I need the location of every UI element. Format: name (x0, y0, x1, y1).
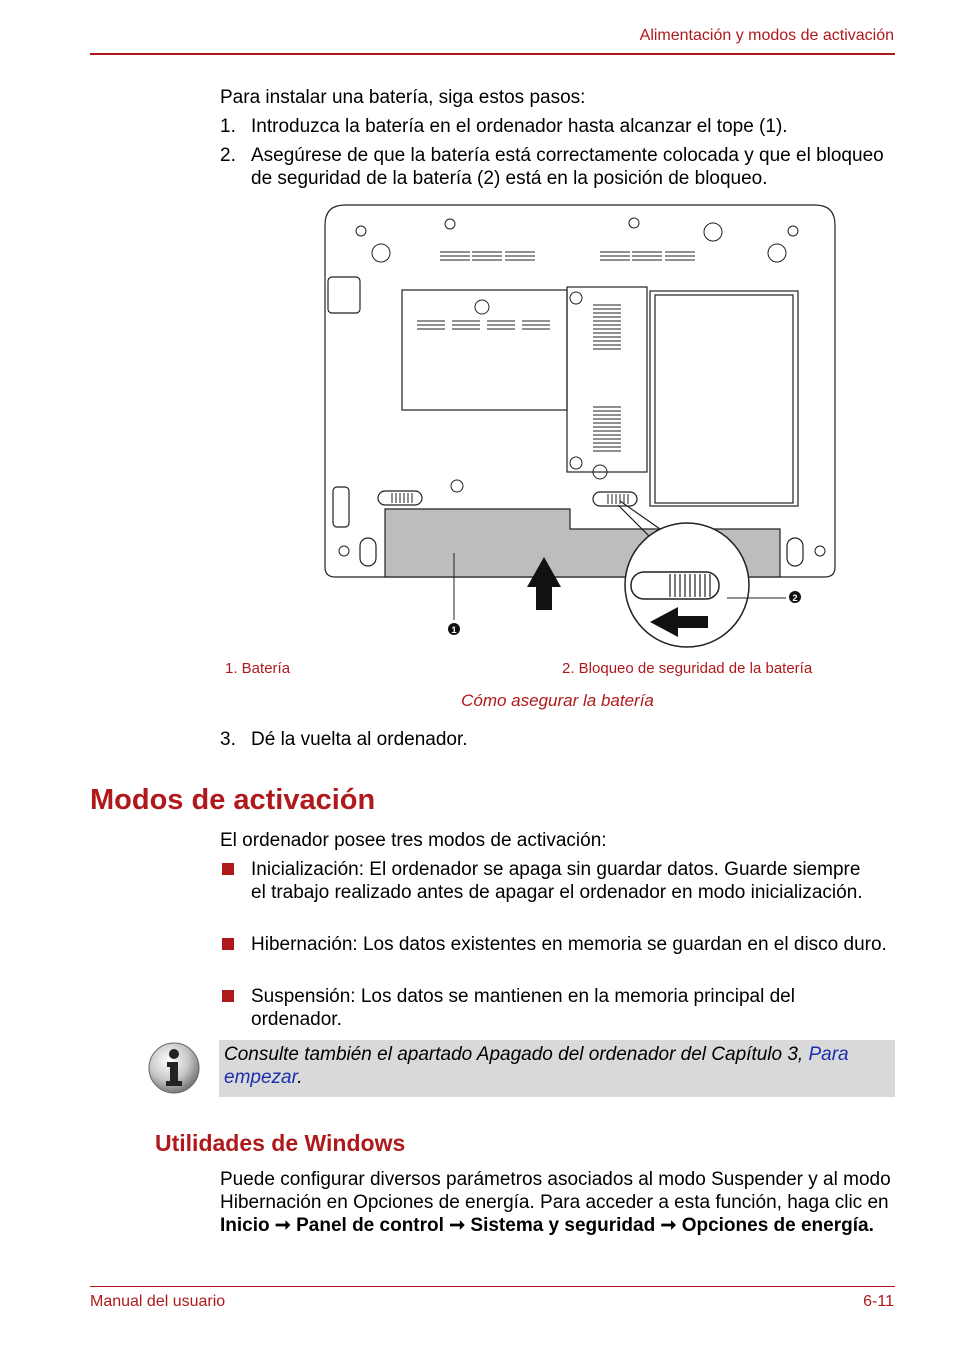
bullet-text: Inicialización: El ordenador se apaga sin guardar datos. Guarde siempre el trabajo realizado antes de apagar el ordenador en modo inicialización. (251, 859, 863, 903)
bullet-marker (222, 938, 234, 950)
section-heading: Modos de activación (90, 784, 376, 816)
path-arrow: ➞ (449, 1215, 466, 1236)
hdd-cover (567, 287, 647, 472)
figure-caption: Cómo asegurar la batería (461, 691, 654, 710)
path-start: Inicio (220, 1215, 270, 1236)
intro-text: Para instalar una batería, siga estos pasos: (220, 87, 586, 108)
paragraph-text: Puede configurar diversos parámetros asociados al modo Suspender y al modo Hibernación en Opciones de energía. Para acceder a esta función, haga clic en (220, 1169, 891, 1213)
note-text (224, 1043, 892, 1089)
header-rule (90, 53, 895, 55)
running-header: Alimentación y modos de activación (639, 27, 894, 44)
step-3 (220, 728, 900, 751)
figure-label-battery: 1. Batería (225, 660, 291, 677)
bullet-text: Hibernación: Los datos existentes en memoria se guardan en el disco duro. (251, 934, 887, 955)
subsection-paragraph (220, 1168, 895, 1237)
bullet-marker (222, 990, 234, 1002)
info-icon (147, 1041, 201, 1095)
figure-label-lock: 2. Bloqueo de seguridad de la batería (562, 660, 813, 677)
bullet-item (220, 933, 900, 956)
path-power-options: Opciones de energía. (681, 1215, 874, 1236)
battery-diagram (300, 195, 860, 655)
bullet-item (220, 985, 860, 1031)
bullet-marker (222, 863, 234, 875)
path-arrow: ➞ (274, 1215, 291, 1236)
page-number: 6-11 (863, 1293, 894, 1310)
footer-rule (90, 1286, 895, 1287)
note-end: . (297, 1067, 303, 1088)
path-arrow: ➞ (660, 1215, 677, 1236)
step-number: 2. (220, 145, 236, 166)
path-system-security: Sistema y seguridad (470, 1215, 656, 1236)
step-number: 1. (220, 116, 236, 137)
step-1 (220, 115, 900, 138)
path-control-panel: Panel de control (296, 1215, 444, 1236)
marker-2-label: 2 (792, 593, 798, 603)
bullet-text: Suspensión: Los datos se mantienen en la memoria principal del ordenador. (251, 986, 795, 1030)
section-intro: El ordenador posee tres modos de activación: (220, 830, 607, 851)
rubber-foot (328, 277, 360, 313)
battery-compartment (650, 291, 798, 506)
bullet-item (220, 858, 870, 904)
battery-label (655, 295, 793, 503)
note-link[interactable]: Para empezar (224, 1044, 849, 1088)
note-body: Consulte también el apartado Apagado del ordenador del Capítulo 3, (224, 1044, 809, 1065)
step-number: 3. (220, 729, 236, 750)
subsection-heading: Utilidades de Windows (155, 1130, 406, 1156)
memory-cover (402, 290, 567, 410)
step-text: Dé la vuelta al ordenador. (251, 729, 468, 750)
step-text: Asegúrese de que la batería está correctamente colocada y que el bloqueo de seguridad de la batería (2) está en la posición de bloqueo. (251, 145, 884, 189)
marker-1-label: 1 (451, 625, 457, 635)
step-2 (220, 144, 890, 190)
step-text: Introduzca la batería en el ordenador hasta alcanzar el tope (1). (251, 116, 788, 137)
footer-title: Manual del usuario (90, 1293, 226, 1310)
